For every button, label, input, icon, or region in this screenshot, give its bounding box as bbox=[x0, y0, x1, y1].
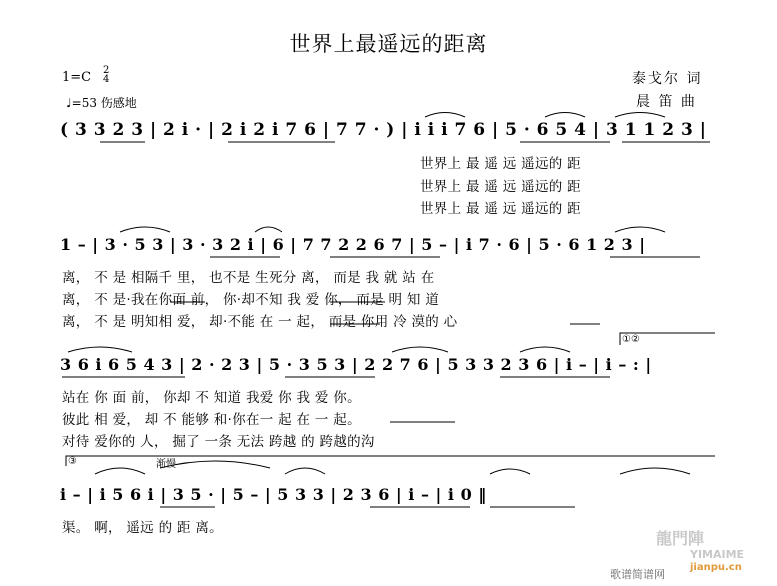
notation-line-2: 1 – | 3 · 5 3 | 3 · 3 2 i | 6 | 7 7 2 2 6 7 | 5 – | i 7 · 6 | 5 · 6 1 2 3 | bbox=[60, 235, 646, 254]
notation-line-4: i – | i 5 6 i | 3 5 · | 5 – | 5 3 3 | 2 3 6 | i – | i 0 ‖ bbox=[60, 485, 487, 504]
lyric-line-3-verse-1: 站在 你 面 前， 你却 不 知道 我爱 你 我 爱 你。 bbox=[62, 390, 361, 406]
watermark-brand: YIMAIME bbox=[690, 548, 745, 561]
lyric-line-3-verse-3: 对待 爱你的 人， 掘了 一条 无法 跨越 的 跨越的沟 bbox=[62, 434, 375, 450]
lyric-line-1-verse-3: 世界上 最 遥 远 遥远的 距 bbox=[420, 201, 581, 217]
lyric-line-2-verse-3: 离， 不 是 明知相 爱， 却·不能 在 一 起， 而是 你用 冷 漠的 心 bbox=[62, 314, 458, 330]
lyricist-credit: 泰戈尔 词 bbox=[632, 71, 703, 87]
volta-bracket-1-2: ①② bbox=[622, 334, 640, 345]
key-signature: 1=C bbox=[62, 70, 92, 85]
volta-bracket-3: ③ bbox=[68, 456, 77, 467]
lyric-line-2-verse-1: 离， 不 是 相隔千 里， 也不是 生死分 离， 而是 我 就 站 在 bbox=[62, 270, 435, 286]
watermark-site: jianpu.cn bbox=[690, 562, 742, 573]
watermark-footer: 歌谱简谱网 bbox=[610, 568, 665, 581]
lyric-line-2-verse-2: 离， 不 是·我在你面 前， 你·却不知 我 爱 你， 而是 明 知 道 bbox=[62, 292, 440, 308]
composer-credit: 晨 笛 曲 bbox=[636, 94, 697, 110]
lyric-line-4: 渠。 啊， 遥远 的 距 离。 bbox=[62, 520, 223, 536]
tempo-marking: ♩=53 伤感地 bbox=[66, 96, 137, 110]
lyric-line-1-verse-2: 世界上 最 遥 远 遥远的 距 bbox=[420, 179, 581, 195]
notation-line-3: 3 6 i 6 5 4 3 | 2 · 2 3 | 5 · 3 5 3 | 2 2 7 6 | 5 3 3 2 3 6 | i – | i – : | bbox=[60, 355, 652, 374]
time-signature: 2 4 bbox=[103, 65, 110, 85]
watermark-logo: 龍門陣 bbox=[656, 529, 705, 548]
notation-line-1: ( 3 3 2 3 | 2 i · | 2 i 2 i 7 6 | 7 7 · ) | i i i 7 6 | 5 · 6 5 4 | 3 1 1 2 3 | bbox=[60, 120, 707, 140]
lyric-line-3-verse-2: 彼此 相 爱， 却 不 能够 和·你在一 起 在 一 起。 bbox=[62, 412, 361, 428]
lyric-line-1-verse-1: 世界上 最 遥 远 遥远的 距 bbox=[420, 156, 581, 172]
tempo-mark-ritardando: 渐慢 bbox=[156, 459, 176, 470]
song-title: 世界上最遥远的距离 bbox=[289, 32, 488, 56]
